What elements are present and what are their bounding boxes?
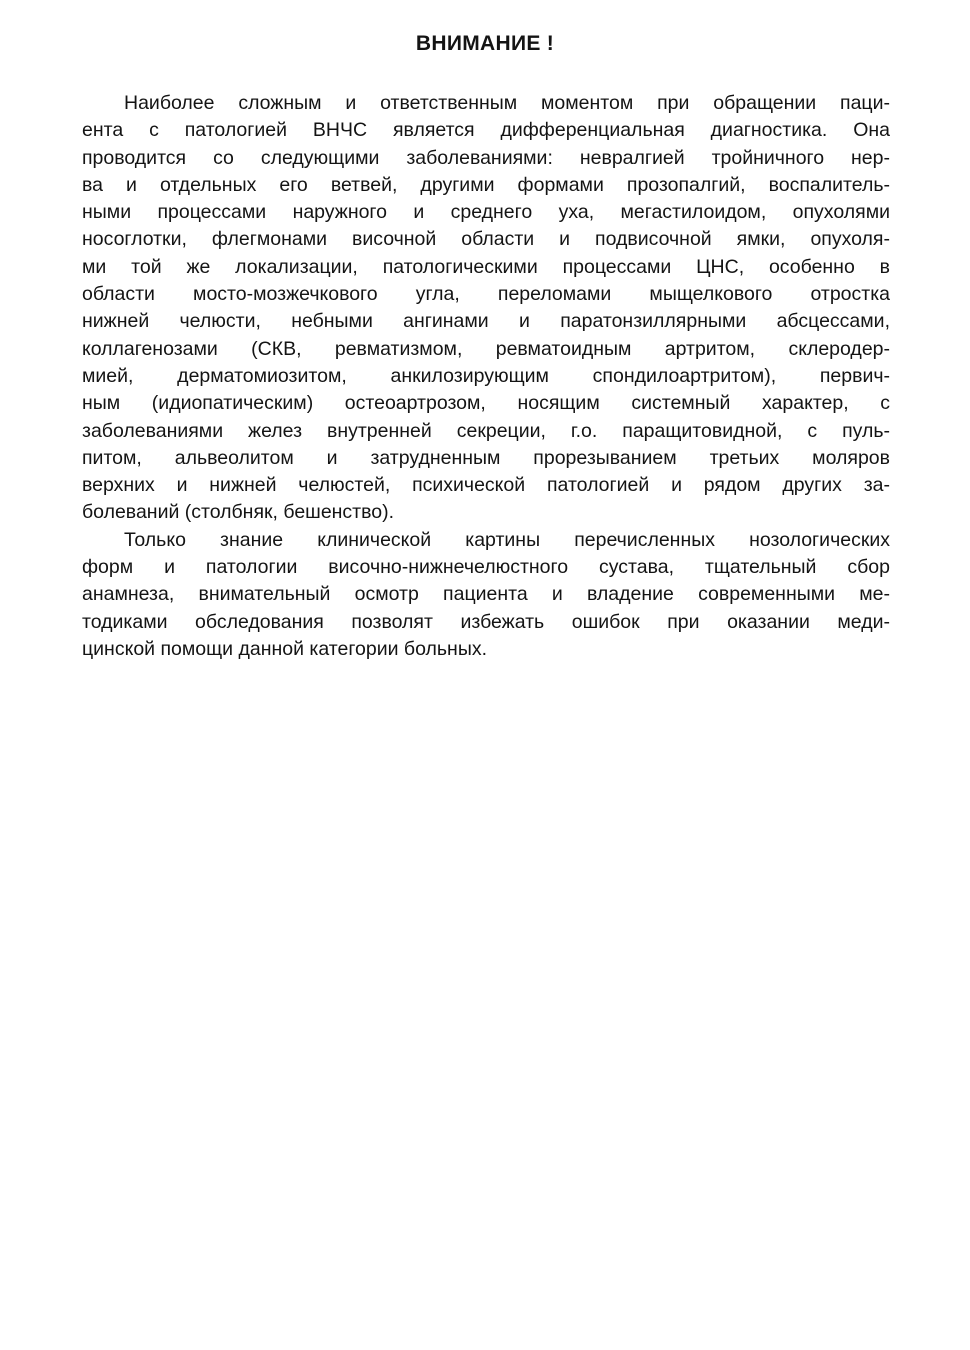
text-line: цинской помощи данной категории больных. <box>82 637 487 660</box>
body-text <box>82 90 890 663</box>
text-line: верхних и нижней челюстей, психической патологией и рядом других за- <box>82 474 890 497</box>
paragraph-1 <box>82 90 890 527</box>
text-line: проводится со следующими заболеваниями: невралгией тройничного нер- <box>82 146 890 169</box>
text-line: заболеваниями желез внутренней секреции, г.о. паращитовидной, с пуль- <box>82 419 890 442</box>
text-line: Наиболее сложным и ответственным моментом при обращении паци- <box>124 92 890 114</box>
text-line: ента с патологией ВНЧС является дифференциальная диагностика. Она <box>82 119 890 142</box>
text-line: ми той же локализации, патологическими процессами ЦНС, особенно в <box>82 255 890 278</box>
text-line: носоглотки, флегмонами височной области и подвисочной ямки, опухоля- <box>82 228 890 251</box>
text-line: форм и патологии височно-нижнечелюстного сустава, тщательный сбор <box>82 556 890 579</box>
text-line: коллагенозами (СКВ, ревматизмом, ревматоидным артритом, склеродер- <box>82 337 890 360</box>
text-line: нижней челюсти, небными ангинами и паратонзиллярными абсцессами, <box>82 310 890 333</box>
paragraph-2 <box>82 527 890 663</box>
page-title: ВНИМАНИЕ ! <box>415 32 555 55</box>
text-line: области мосто-мозжечкового угла, переломами мыщелкового отростка <box>82 283 890 306</box>
text-line: питом, альвеолитом и затрудненным прорезыванием третьих моляров <box>82 446 890 469</box>
text-line: Только знание клинической картины перечисленных нозологических <box>124 528 890 551</box>
text-line: ным (идиопатическим) остеоартрозом, носящим системный характер, с <box>82 392 890 415</box>
text-line: анамнеза, внимательный осмотр пациента и владение современными ме- <box>82 583 890 606</box>
text-line: тодиками обследования позволят избежать ошибок при оказании меди- <box>82 610 890 633</box>
text-line: болеваний (столбняк, бешенство). <box>82 501 395 524</box>
text-line: ными процессами наружного и среднего уха, мегастилоидом, опухолями <box>82 201 890 224</box>
text-line: мией, дерматомиозитом, анкилозирующим спондилоартритом), первич- <box>82 364 890 387</box>
text-line: ва и отдельных его ветвей, другими формами прозопалгий, воспалитель- <box>82 173 890 196</box>
